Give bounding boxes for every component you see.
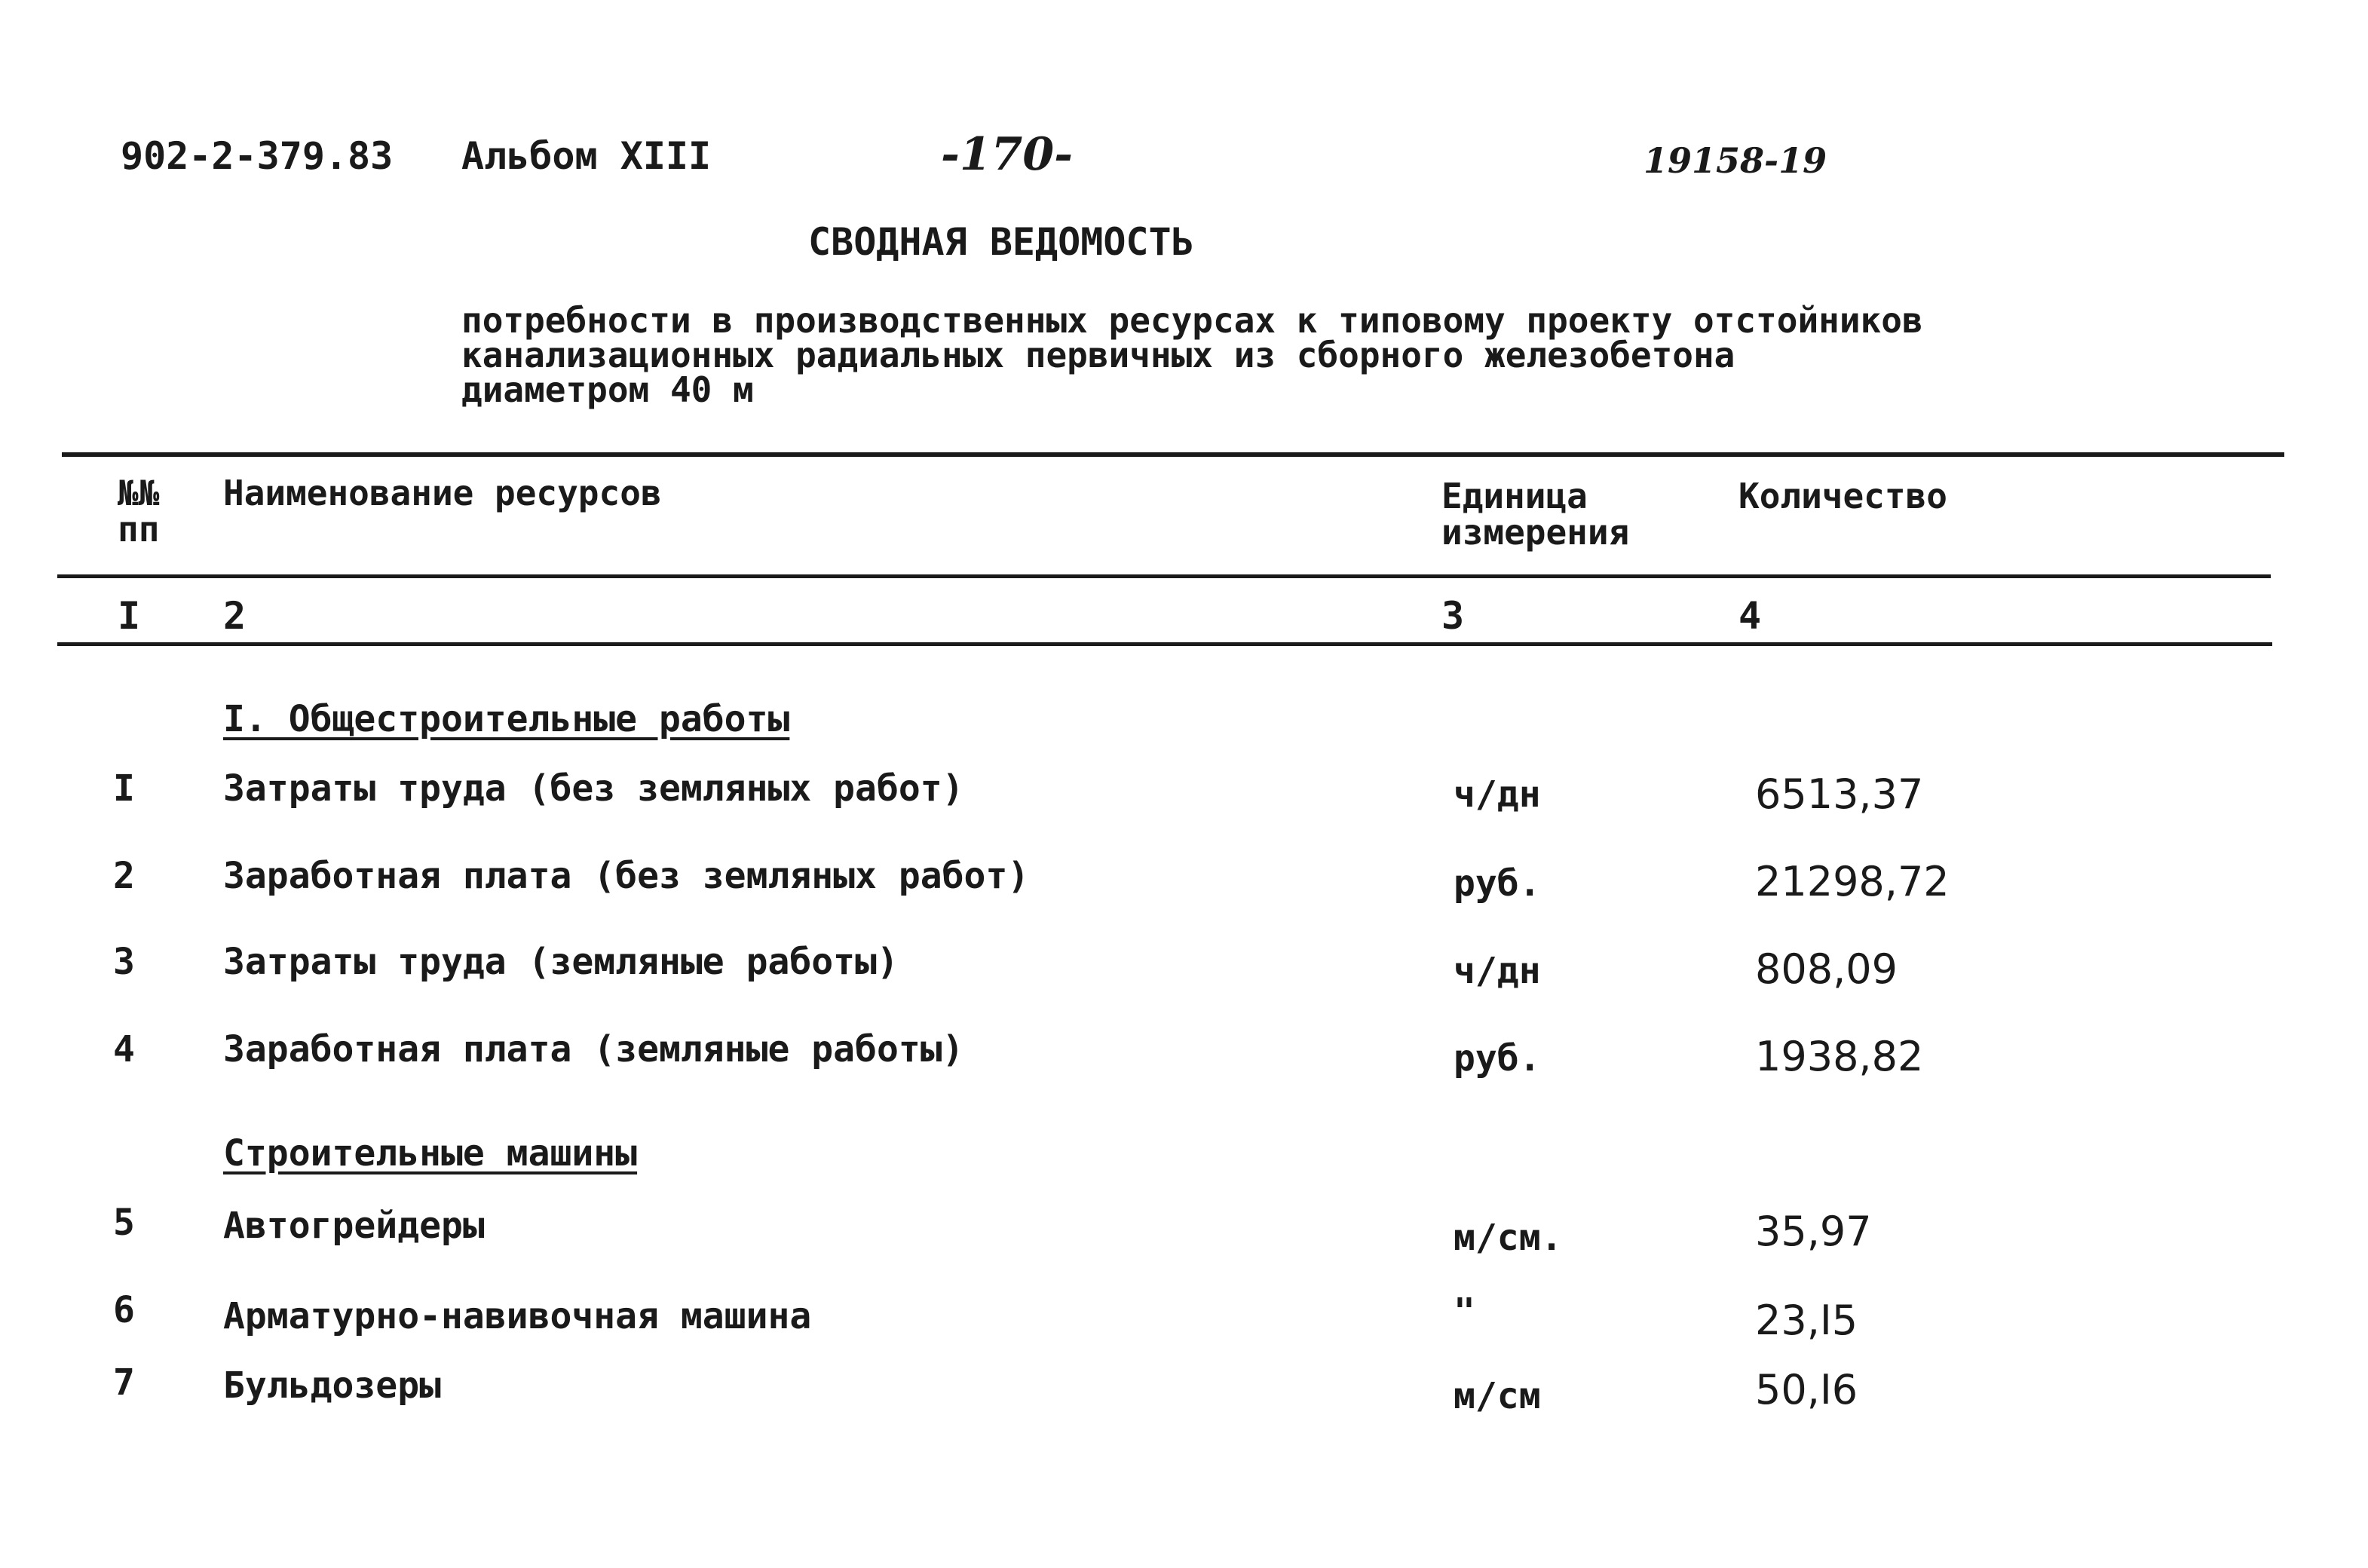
column-header-quantity: Количество [1738, 476, 1947, 516]
column-number-2: 2 [223, 594, 247, 638]
column-header-unit [1441, 478, 1629, 551]
header-rule [57, 574, 2271, 578]
subtitle-line-1: потребности в производственных ресурсах к типовому проекту отстойников [461, 300, 1923, 341]
row-2-quantity: 21298,72 [1755, 858, 1950, 905]
row-1-number: I [113, 767, 135, 810]
document-title: СВОДНАЯ ВЕДОМОСТЬ [808, 220, 1194, 264]
column-header-number-line1: №№ [118, 473, 160, 513]
row-4-name: Заработная плата (земляные работы) [223, 1028, 964, 1070]
row-1-name: Затраты труда (без земляных работ) [223, 767, 964, 810]
row-2-number: 2 [113, 855, 135, 897]
row-7-number: 7 [113, 1361, 135, 1404]
row-6-name: Арматурно-навивочная машина [223, 1295, 812, 1337]
row-3-quantity: 808,09 [1755, 945, 1898, 993]
column-header-unit-line2: измерения [1441, 512, 1630, 553]
row-4-number: 4 [113, 1028, 135, 1070]
row-1-quantity: 6513,37 [1755, 770, 1924, 818]
row-7-unit: м/см [1454, 1375, 1541, 1417]
row-6-unit: " [1454, 1291, 1475, 1333]
row-2-unit: руб. [1454, 862, 1541, 905]
row-5-quantity: 35,97 [1755, 1208, 1872, 1255]
row-5-name: Автогрейдеры [223, 1205, 485, 1247]
row-5-unit: м/см. [1454, 1217, 1563, 1259]
page-number: -170- [941, 128, 1074, 181]
column-header-unit-line1: Единица [1441, 476, 1588, 516]
column-header-number [118, 475, 159, 548]
subtitle-line-2: канализационных радиальных первичных из сборного железобетона [461, 335, 1735, 375]
album-label: Альбом XIII [461, 134, 712, 178]
subtitle-line-3: диаметром 40 м [461, 369, 754, 410]
column-number-4: 4 [1738, 594, 1762, 638]
row-4-unit: руб. [1454, 1037, 1541, 1080]
row-6-quantity: 23,I5 [1755, 1297, 1858, 1344]
column-header-name: Наименование ресурсов [223, 473, 662, 513]
row-3-number: 3 [113, 941, 135, 983]
column-number-3: 3 [1441, 594, 1465, 638]
section-title-construction-machines: Строительные машины [223, 1132, 638, 1174]
row-5-number: 5 [113, 1202, 135, 1244]
row-7-name: Бульдозеры [223, 1364, 441, 1407]
row-3-name: Затраты труда (земляные работы) [223, 941, 899, 983]
row-1-unit: ч/дн [1454, 773, 1541, 816]
table-top-rule [62, 452, 2284, 457]
section-title-general-construction: I. Общестроительные работы [223, 698, 790, 740]
reference-number: 19158-19 [1644, 140, 1827, 181]
column-number-1: I [118, 594, 141, 638]
column-numbers-rule [57, 642, 2272, 646]
row-4-quantity: 1938,82 [1755, 1033, 1924, 1080]
row-2-name: Заработная плата (без земляных работ) [223, 855, 1030, 897]
row-6-number: 6 [113, 1289, 135, 1331]
row-7-quantity: 50,I6 [1755, 1366, 1858, 1413]
row-3-unit: ч/дн [1454, 950, 1541, 992]
column-header-number-line2: пп [118, 509, 160, 550]
document-code: 902-2-379.83 [121, 134, 394, 178]
